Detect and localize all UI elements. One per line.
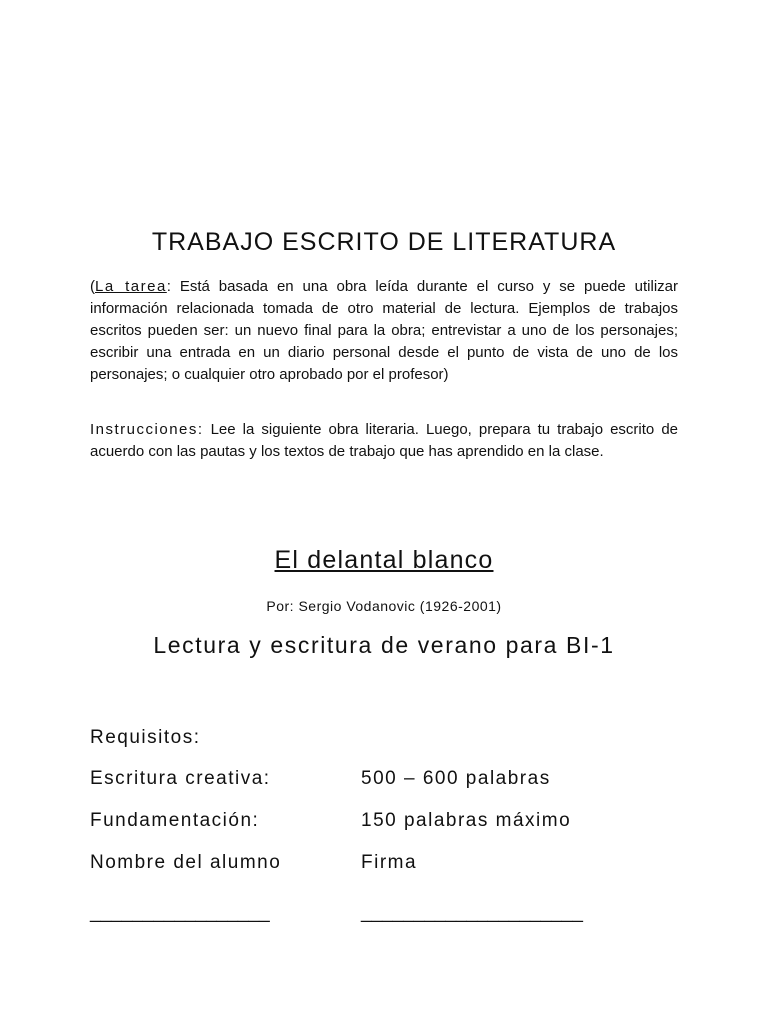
signature-label: Firma	[361, 852, 418, 873]
task-open-paren: (	[90, 278, 95, 295]
author-line: Por: Sergio Vodanovic (1926-2001)	[266, 598, 502, 614]
task-text: : Está basada en una obra leída durante el curso y se puede utilizar información relacionada tomada de otro material de lectura. Ejemplos de trabajos escritos pueden ser: un nuevo final para la obra; entrevistar a uno de los personajes; escribir una entrada en un diario personal desde el punto de vista de uno de los personajes; o cualquier otro aprobado por el profesor)	[90, 278, 678, 383]
page-title: TRABAJO ESCRITO DE LITERATURA	[151, 228, 617, 256]
requirements-heading: Requisitos:	[90, 727, 201, 748]
task-paragraph	[90, 276, 678, 386]
signature-line: _____________________	[361, 902, 583, 923]
student-name-label: Nombre del alumno	[90, 852, 282, 873]
requirement-label: Escritura creativa:	[90, 768, 271, 789]
instructions-text: Lee la siguiente obra literaria. Luego, prepara tu trabajo escrito de acuerdo con las pautas y los textos de trabajo que has aprendido en la clase.	[90, 421, 678, 460]
task-label: La tarea	[95, 278, 167, 295]
requirement-value: 150 palabras máximo	[361, 810, 572, 831]
work-title: El delantal blanco	[274, 546, 494, 574]
instructions-paragraph	[90, 419, 678, 463]
requirement-value: 500 – 600 palabras	[361, 768, 551, 789]
instructions-label: Instrucciones:	[90, 421, 204, 438]
subtitle: Lectura y escritura de verano para BI-1	[153, 632, 615, 658]
student-name-line: _________________	[90, 902, 270, 923]
requirement-label: Fundamentación:	[90, 810, 260, 831]
